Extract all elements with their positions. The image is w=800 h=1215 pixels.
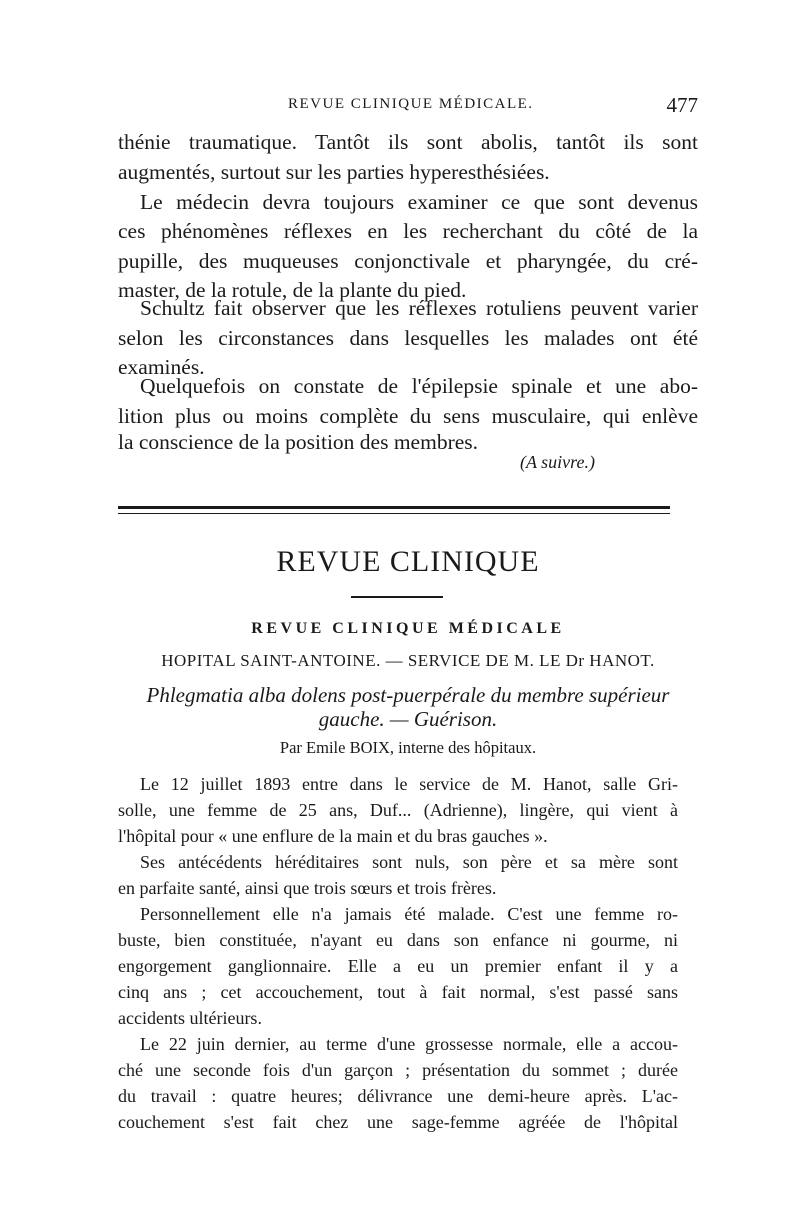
text-line: Le 12 juillet 1893 entre dans le service de M. Hanot, salle Gri- — [140, 774, 678, 794]
text-line: l'hôpital pour « une enflure de la main et du bras gauches ». — [118, 826, 548, 846]
title-underline — [351, 596, 443, 598]
text-line: du travail : quatre heures; délivrance une demi-heure après. L'ac- — [118, 1086, 678, 1106]
running-head-title: REVUE CLINIQUE MÉDICALE. — [288, 96, 534, 112]
text-line: Le 22 juin dernier, au terme d'une grossesse normale, elle a accou- — [140, 1034, 678, 1054]
running-head — [118, 93, 698, 120]
text-line: ces phénomènes réflexes en les recherchant du côté de la — [118, 219, 698, 243]
text-line: couchement s'est fait chez une sage-femme agréée de l'hôpital — [118, 1112, 678, 1132]
text-line: selon les circonstances dans lesquelles les malades ont été — [118, 326, 698, 350]
section-subtitle: REVUE CLINIQUE MÉDICALE — [251, 620, 565, 637]
text-line: en parfaite santé, ainsi que trois sœurs et trois frères. — [118, 878, 497, 898]
separator-rule-thin — [118, 513, 670, 514]
text-line: engorgement ganglionnaire. Elle a eu un premier enfant il y a — [118, 956, 678, 976]
text-line: buste, bien constituée, n'ayant eu dans son enfance ni gourme, ni — [118, 930, 678, 950]
text-line: cinq ans ; cet accouchement, tout à fait normal, s'est passé sans — [118, 982, 678, 1002]
text-line: Quelquefois on constate de l'épilepsie spinale et une abo- — [140, 374, 698, 398]
page-number: 477 — [666, 93, 698, 117]
text-line: Ses antécédents héréditaires sont nuls, son père et sa mère sont — [140, 852, 678, 872]
text-line: Le médecin devra toujours examiner ce que sont devenus — [140, 190, 698, 214]
text-line: Personnellement elle n'a jamais été malade. C'est une femme ro- — [140, 904, 678, 924]
case-title-line2: gauche. — Guérison. — [318, 707, 498, 731]
case-title-line1: Phlegmatia alba dolens post-puerpérale du membre supérieur — [146, 683, 670, 707]
author-byline: Par Emile BOIX, interne des hôpitaux. — [279, 738, 537, 757]
text-line: augmentés, surtout sur les parties hyperesthésiées. — [118, 160, 550, 184]
text-line: lition plus ou moins complète du sens musculaire, qui enlève — [118, 404, 698, 428]
text-line: pupille, des muqueuses conjonctivale et pharyngée, du cré- — [118, 249, 698, 273]
text-line: la conscience de la position des membres. — [118, 430, 479, 454]
text-line: examinés. — [118, 355, 205, 379]
text-line: Schultz fait observer que les réflexes rotuliens peuvent varier — [140, 296, 698, 320]
text-line: master, de la rotule, de la plante du pied. — [118, 278, 467, 302]
text-line: ché une seconde fois d'un garçon ; présentation du sommet ; durée — [118, 1060, 678, 1080]
text-line: thénie traumatique. Tantôt ils sont abolis, tantôt ils sont — [118, 130, 698, 154]
to-be-continued: (A suivre.) — [520, 452, 595, 472]
text-line: accidents ultérieurs. — [118, 1008, 262, 1028]
section-title: REVUE CLINIQUE — [276, 545, 540, 578]
hospital-line: HOPITAL SAINT-ANTOINE. — SERVICE DE M. LE Dr HANOT. — [161, 651, 655, 670]
separator-rule-thick — [118, 506, 670, 509]
text-line: solle, une femme de 25 ans, Duf... (Adrienne), lingère, qui vient à — [118, 800, 678, 820]
